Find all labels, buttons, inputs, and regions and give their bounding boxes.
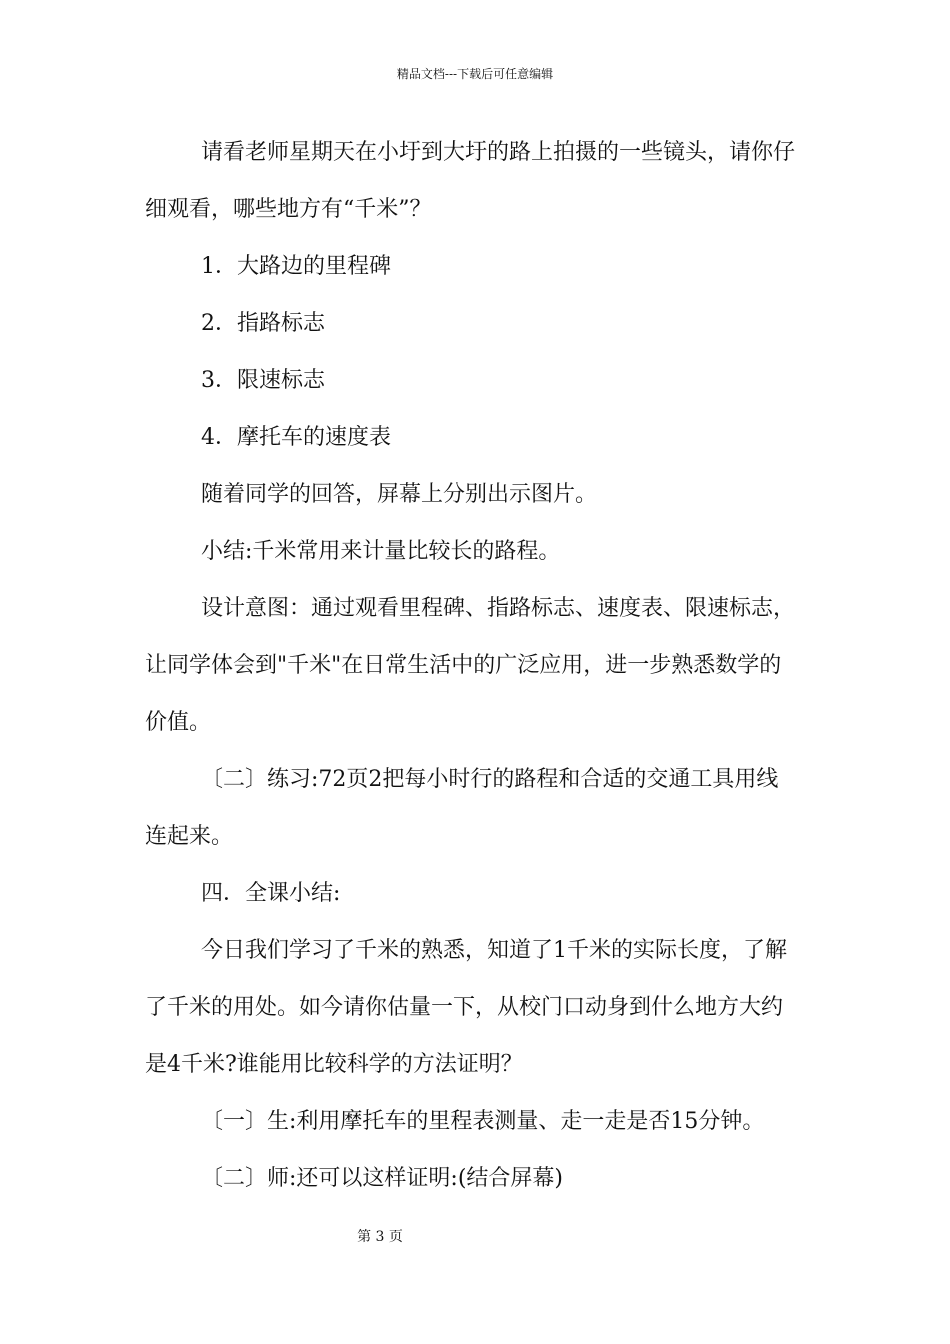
- paragraph-line: 〔二〕练习:72页2把每小时行的路程和合适的交通工具用线: [201, 767, 779, 792]
- section-heading: 四．全课小结:: [201, 881, 341, 906]
- paragraph-line: 了千米的用处。如今请你估量一下，从校门口动身到什么地方大约: [145, 995, 784, 1020]
- paragraph-line: 随着同学的回答，屏幕上分别出示图片。: [201, 482, 598, 507]
- list-item: 1．大路边的里程碑: [201, 254, 391, 279]
- list-item: 3．限速标志: [201, 368, 325, 393]
- page-number: 第 3 页: [357, 1229, 403, 1245]
- paragraph-line: 〔一〕生:利用摩托车的里程表测量、走一走是否15分钟。: [201, 1109, 765, 1134]
- summary-line: 小结:千米常用来计量比较长的路程。: [201, 539, 561, 564]
- paragraph-line: 让同学体会到"千米"在日常生活中的广泛应用，进一步熟悉数学的: [145, 653, 782, 678]
- paragraph-line: 〔二〕师:还可以这样证明:(结合屏幕): [201, 1166, 563, 1191]
- paragraph-line: 设计意图：通过观看里程碑、指路标志、速度表、限速标志，: [201, 596, 796, 621]
- list-item: 2．指路标志: [201, 311, 325, 336]
- list-item: 4．摩托车的速度表: [201, 425, 391, 450]
- page-header: 精品文档---下载后可任意编辑: [396, 67, 554, 81]
- paragraph-line: 连起来。: [145, 824, 234, 849]
- paragraph-line: 是4千米?谁能用比较科学的方法证明？: [145, 1052, 523, 1077]
- paragraph-line: 细观看，哪些地方有“千米”？: [145, 197, 432, 222]
- paragraph-line: 价值。: [145, 710, 212, 735]
- paragraph-line: 今日我们学习了千米的熟悉，知道了1千米的实际长度，了解: [201, 938, 787, 963]
- paragraph-line: 请看老师星期天在小圩到大圩的路上拍摄的一些镜头，请你仔: [201, 140, 796, 165]
